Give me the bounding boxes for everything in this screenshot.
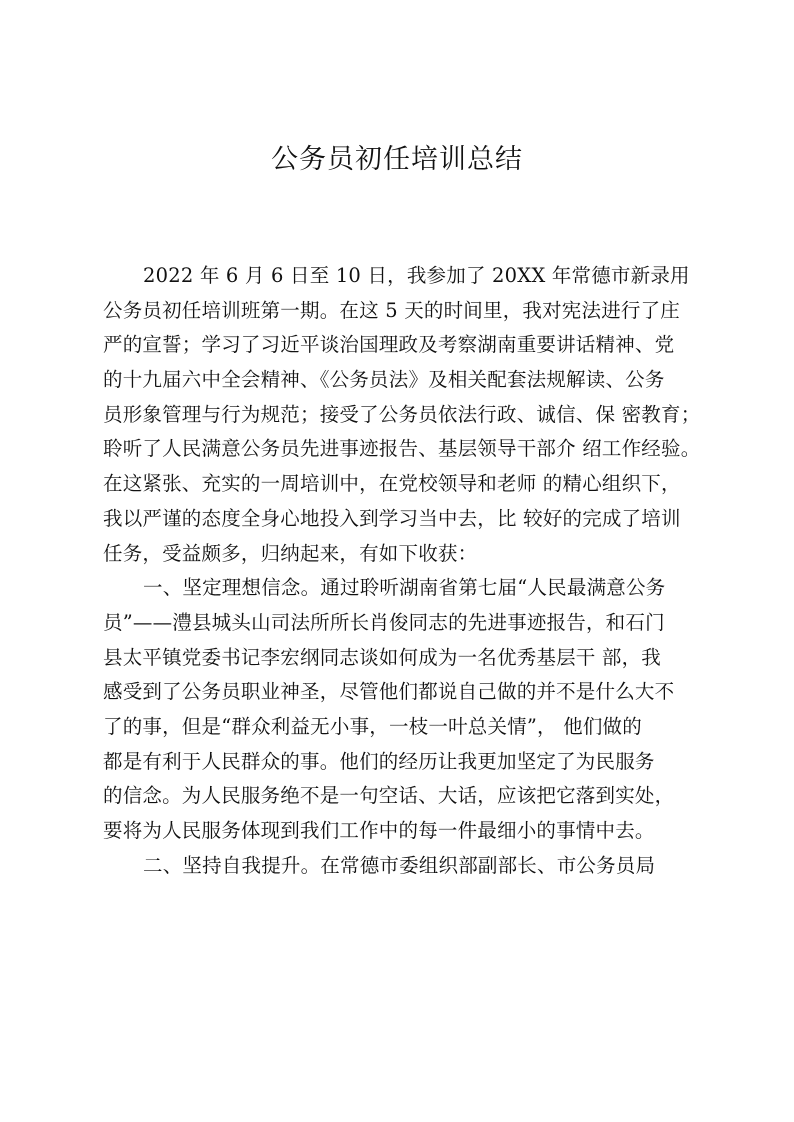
body-line: 员”——澧县城头山司法所所长肖俊同志的先进事迹报告，和石门: [103, 610, 665, 634]
body-line: 要将为人民服务体现到我们工作中的每一件最细小的事情中去。: [103, 819, 655, 842]
body-line: 的十九届六中全会精神、《公务员法》及相关配套法规解读、公务: [103, 368, 665, 392]
body-line: 公务员初任培训班第一期。在这 5 天的时间里，我对宪法进行了庄: [103, 298, 681, 322]
body-line: 员形象管理与行为规范；接受了公务员依法行政、诚信、保 密教育；: [103, 402, 701, 426]
body-line: 二、坚持自我提升。在常德市委组织部副部长、市公务员局: [143, 853, 656, 877]
body-line: 2022 年 6 月 6 日至 10 日，我参加了 20XX 年常德市新录用: [143, 264, 690, 287]
body-line: 了的事，但是“群众利益无小事，一枝一叶总关情”， 他们做的: [103, 714, 642, 738]
body-line: 任务，受益颇多，归纳起来，有如下收获：: [103, 541, 478, 565]
document-body: [103, 259, 723, 883]
body-line: 都是有利于人民群众的事。他们的经历让我更加坚定了为民服务: [103, 749, 655, 773]
body-line: 的信念。为人民服务绝不是一句空话、大话，应该把它落到实处，: [103, 784, 675, 808]
document-title: 公务员初任培训总结: [271, 144, 523, 175]
body-line: 感受到了公务员职业神圣，尽管他们都说自己做的并不是什么大不: [103, 680, 675, 704]
body-line: 聆听了人民满意公务员先进事迹报告、基层领导干部介 绍工作经验。: [103, 437, 701, 461]
body-line: 严的宣誓；学习了习近平谈治国理政及考察湖南重要讲话精神、党: [103, 333, 675, 357]
body-line: 在这紧张、充实的一周培训中，在党校领导和老师 的精心组织下，: [103, 472, 681, 496]
body-line: 我以严谨的态度全身心地投入到学习当中去，比 较好的完成了培训: [103, 506, 681, 530]
body-line: 一、坚定理想信念。通过聆听湖南省第七届“人民最满意公务: [143, 576, 666, 600]
body-line: 县太平镇党委书记李宏纲同志谈如何成为一名优秀基层干 部，我: [103, 645, 661, 669]
